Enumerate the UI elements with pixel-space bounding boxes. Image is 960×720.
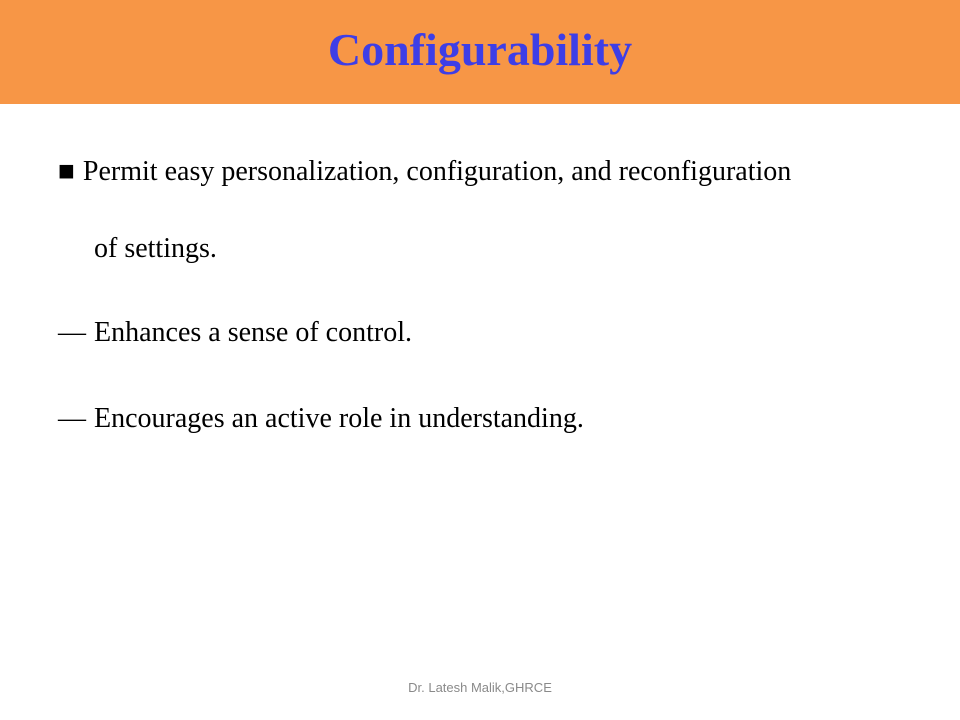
dash-marker-icon: — xyxy=(58,317,86,348)
sub-point-1 xyxy=(58,316,412,350)
dash-marker-icon: — xyxy=(58,403,86,434)
sub-point-text-1: Enhances a sense of control. xyxy=(94,317,412,348)
footer-credit: Dr. Latesh Malik,GHRCE xyxy=(408,680,552,695)
bullet-text-line-1: Permit easy personalization, configuration, and reconfiguration xyxy=(82,156,792,187)
bullet-line-1 xyxy=(58,155,791,189)
sub-point-text-2: Encourages an active role in understanding. xyxy=(94,403,584,434)
slide-title: Configurability xyxy=(327,24,633,75)
bullet-line-2: of settings. xyxy=(94,233,217,264)
sub-point-2 xyxy=(58,402,584,436)
square-bullet-icon: ■ xyxy=(58,156,75,187)
